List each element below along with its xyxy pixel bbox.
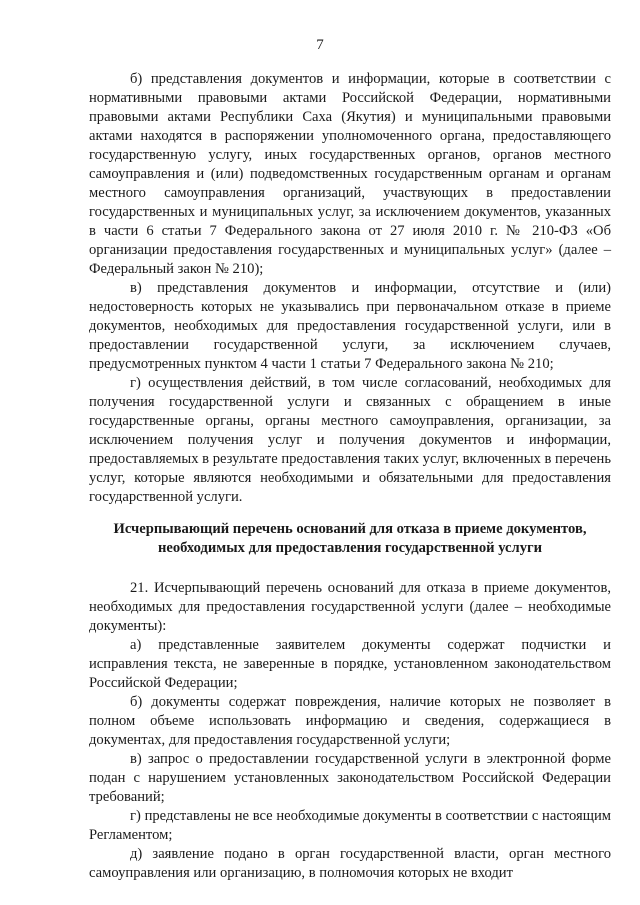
paragraph-v: в) представления документов и информации, отсутствие и (или) недостоверность которых не указывались при первоначальном отказе в приеме документов, необходимых для предоставления государственной услуги, или в предоставлении государственной услуги, за исключением случаев, предусмотренных пунктом 4 части 1 статьи 7 Федерального закона № 210; (89, 280, 611, 372)
page-number: 7 (316, 37, 324, 53)
document-body (89, 70, 611, 883)
paragraph-21-g: г) представлены не все необходимые документы в соответствии с настоящим Регламентом; (89, 808, 611, 843)
paragraph-g: г) осуществления действий, в том числе согласований, необходимых для получения государственной услуги и связанных с обращением в иные государственные органы, органы местного самоуправления, организации, за исключением получения услуг и получения документов и информации, предоставляемых в результате предоставления таких услуг, включенных в перечень услуг, которые являются необходимыми и обязательными для предоставления государственной услуги. (89, 375, 611, 505)
section-heading: Исчерпывающий перечень оснований для отказа в приеме документов, необходимых для предоставления государственной услуги (113, 521, 587, 556)
paragraph-21-v: в) запрос о предоставлении государственной услуги в электронной форме подан с нарушением установленных законодательством Российской Федерации требований; (89, 751, 611, 805)
paragraph-21-d: д) заявление подано в орган государственной власти, орган местного самоуправления или организацию, в полномочия которых не входит (89, 846, 611, 881)
paragraph-b: б) представления документов и информации, которые в соответствии с нормативными правовыми актами Российской Федерации, нормативными правовыми актами Республики Саха (Якутия) и муниципальными правовыми актами находятся в распоряжении уполномоченного органа, предоставляющего государственную услугу, иных государственных органов, органов местного самоуправления и (или) подведомственных государственным органам и органам местного самоуправления организаций, участвующих в предоставлении государственных и муниципальных услуг, за исключением документов, указанных в части 6 статьи 7 Федерального закона от 27 июля 2010 г. № 210-ФЗ «Об организации предоставления государственных и муниципальных услуг» (далее – Федеральный закон № 210); (89, 71, 611, 277)
paragraph-21-a: а) представленные заявителем документы содержат подчистки и исправления текста, не заверенные в порядке, установленном законодательством Российской Федерации; (89, 637, 611, 691)
paragraph-21-b: б) документы содержат повреждения, наличие которых не позволяет в полном объеме использовать информацию и сведения, содержащиеся в документах, для предоставления государственной услуги; (89, 694, 611, 748)
paragraph-21: 21. Исчерпывающий перечень оснований для отказа в приеме документов, необходимых для предоставления государственной услуги (далее – необходимые документы): (89, 580, 611, 634)
